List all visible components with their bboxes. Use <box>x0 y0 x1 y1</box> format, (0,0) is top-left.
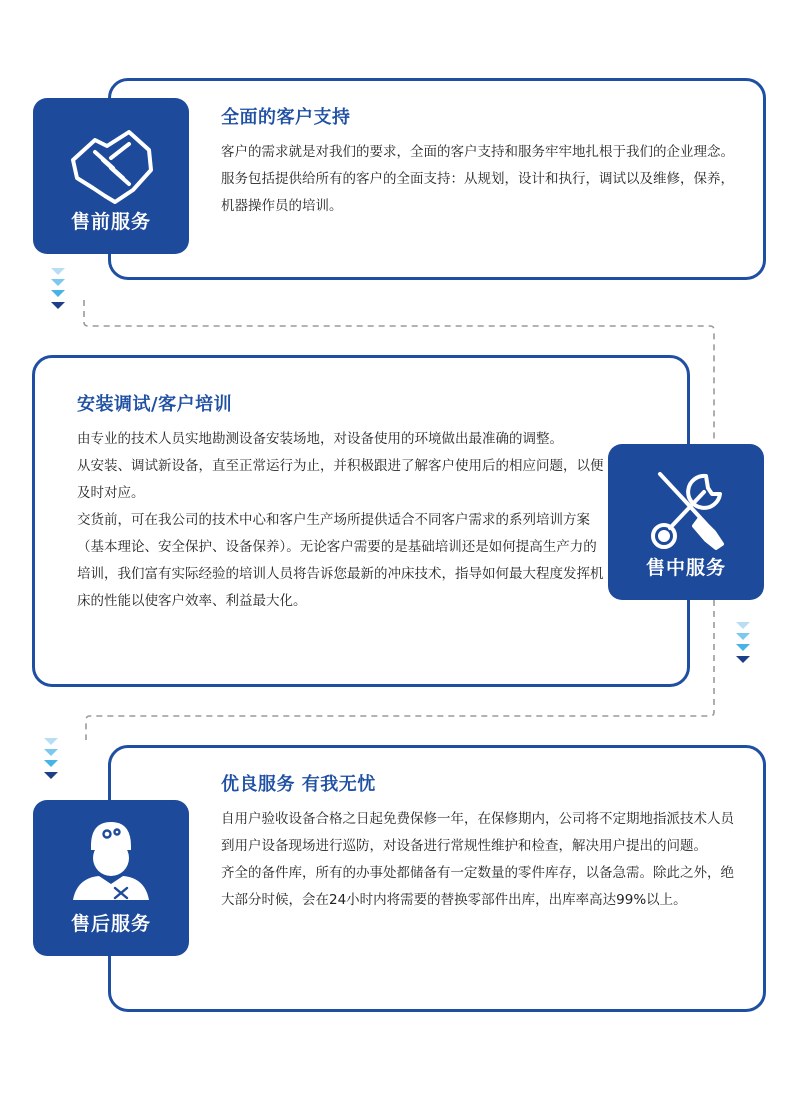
pre-sales-card <box>108 78 766 280</box>
installation-card <box>32 355 690 687</box>
section-body <box>77 426 607 615</box>
pre-sales-badge <box>33 98 189 254</box>
badge-label: 售中服务 <box>645 557 726 579</box>
section-body <box>221 139 743 220</box>
paragraph: 客户的需求就是对我们的要求，全面的客户支持和服务牢牢地扎根于我们的企业理念。 <box>221 144 734 160</box>
section-body <box>221 806 739 914</box>
paragraph: 交货前，可在我公司的技术中心和客户生产场所提供适合不同客户需求的系列培训方案（基本理论、安全保护、设备保养）。无论客户需要的是基础培训还是如何提高生产力的培训，我们富有实际经验的培训人员将告诉您最新的冲床技术，指导如何最大程度发挥机床的性能以使客户效率、利益最大化。 <box>77 512 604 609</box>
down-arrows-icon <box>733 620 753 670</box>
paragraph: 齐全的备件库，所有的办事处都储备有一定数量的零件库存，以备急需。除此之外，绝大部分时候，会在24小时内将需要的替换零部件出库，出库率高达99%以上。 <box>221 865 734 908</box>
paragraph: 自用户验收设备合格之日起免费保修一年，在保修期内，公司将不定期地指派技术人员到用户设备现场进行巡防，对设备进行常规性维护和检查，解决用户提出的问题。 <box>221 811 734 854</box>
paragraph: 由专业的技术人员实地勘测设备安装场地，对设备使用的环境做出最准确的调整。 <box>77 431 563 447</box>
paragraph: 服务包括提供给所有的客户的全面支持：从规划，设计和执行，调试以及维修，保养，机器操作员的培训。 <box>221 171 734 214</box>
down-arrows-icon <box>41 736 61 786</box>
badge-label: 售后服务 <box>70 913 151 935</box>
section-title: 安装调试/客户培训 <box>77 394 233 415</box>
after-sales-badge <box>33 800 189 956</box>
in-sales-badge <box>608 444 764 600</box>
after-sales-card <box>108 745 766 1012</box>
down-arrows-icon <box>48 266 68 316</box>
badge-label: 售前服务 <box>70 211 151 233</box>
section-title: 优良服务 有我无忧 <box>221 774 376 795</box>
paragraph: 从安装、调试新设备，直至正常运行为止，并积极跟进了解客户使用后的相应问题，以便及时对应。 <box>77 458 604 501</box>
section-title: 全面的客户支持 <box>221 107 351 128</box>
